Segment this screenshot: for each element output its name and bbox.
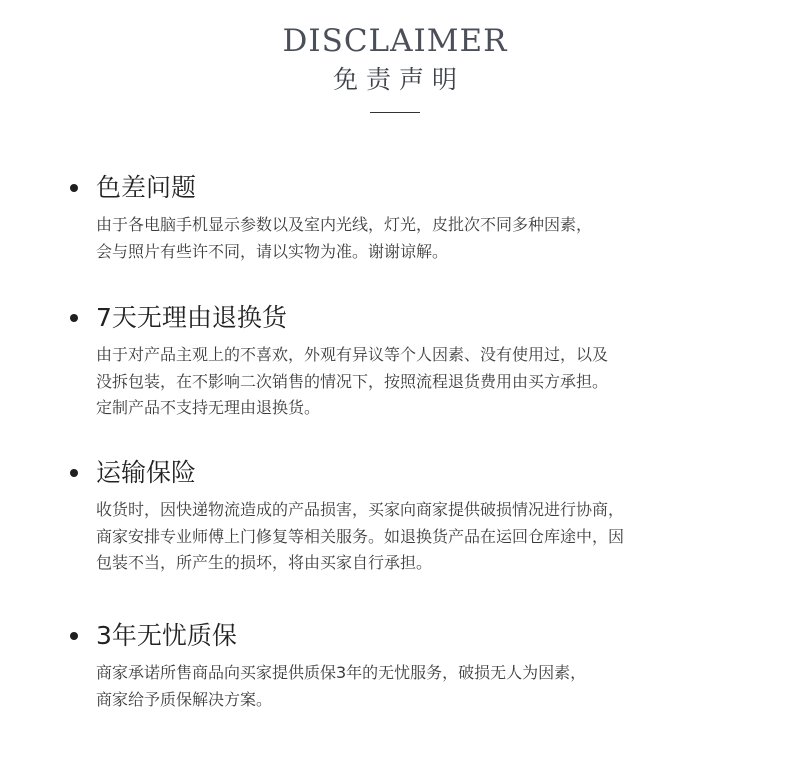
section-body: [96, 212, 768, 265]
bullet-icon: [70, 469, 78, 477]
bullet-icon: [70, 632, 78, 640]
disclaimer-header: [0, 22, 790, 113]
section-body: [96, 660, 768, 713]
section-body: [96, 497, 768, 577]
section-body: [96, 342, 768, 422]
section-shipping-insurance: [68, 453, 768, 616]
body-line: 会与照片有些许不同，请以实物为准。谢谢谅解。: [96, 241, 449, 261]
body-line: 由于对产品主观上的不喜欢，外观有异议等个人因素、没有使用过，以及: [96, 345, 609, 364]
body-line: 包装不当，所产生的损坏，将由买家自行承担。: [96, 553, 433, 572]
section-head: [68, 168, 768, 208]
section-head: [68, 298, 768, 338]
section-seven-day-return: [68, 298, 768, 453]
body-line: 定制产品不支持无理由退换货。: [96, 398, 321, 417]
body-line: 由于各电脑手机显示参数以及室内光线，灯光，皮批次不同多种因素，: [96, 215, 593, 234]
page-title-en: DISCLAIMER: [282, 23, 508, 59]
section-title: 7天无理由退换货: [96, 303, 287, 332]
title-divider: [370, 112, 420, 113]
body-line: 商家安排专业师傅上门修复等相关服务。如退换货产品在运回仓库途中，因: [96, 526, 625, 546]
section-title: 色差问题: [96, 173, 197, 202]
body-line: 商家给予质保解决方案。: [96, 689, 273, 709]
section-three-year-warranty: [68, 616, 768, 726]
section-title: 3年无忧质保: [96, 621, 237, 650]
section-color-difference: [68, 168, 768, 298]
body-line: 商家承诺所售商品向买家提供质保3年的无忧服务，破损无人为因素，: [96, 663, 587, 682]
section-head: [68, 453, 768, 493]
disclaimer-sections: [68, 168, 768, 726]
section-head: [68, 616, 768, 656]
body-line: 没拆包装，在不影响二次销售的情况下，按照流程退货费用由买方承担。: [96, 371, 609, 391]
body-line: 收货时，因快递物流造成的产品损害，买家向商家提供破损情况进行协商，: [96, 500, 625, 519]
page-title-cn: 免责声明: [332, 65, 465, 94]
section-title: 运输保险: [96, 458, 197, 487]
bullet-icon: [70, 314, 78, 322]
bullet-icon: [70, 184, 78, 192]
